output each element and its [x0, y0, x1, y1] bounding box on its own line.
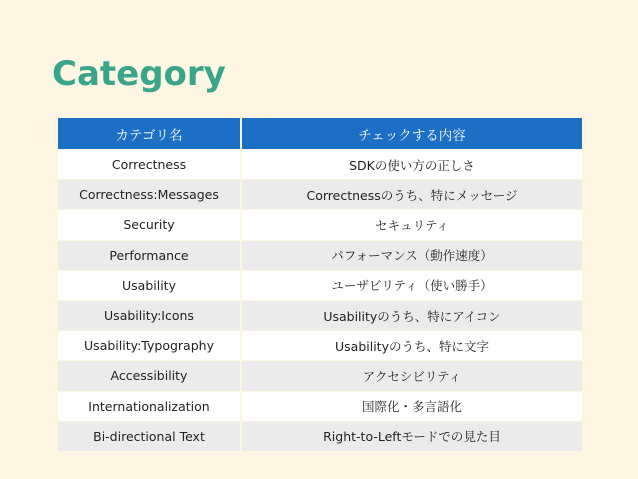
table-header-row — [58, 118, 582, 150]
category-cell: Usability:Icons — [58, 300, 241, 330]
category-cell: Correctness — [58, 150, 241, 180]
description-cell: パフォーマンス（動作速度） — [241, 240, 582, 270]
description-cell: 国際化・多言語化 — [241, 391, 582, 421]
header-check-content: チェックする内容 — [241, 118, 582, 150]
category-cell: Usability — [58, 270, 241, 300]
table-row — [58, 240, 582, 270]
category-cell: Correctness:Messages — [58, 180, 241, 210]
description-cell: Usabilityのうち、特にアイコン — [241, 300, 582, 330]
category-cell: Security — [58, 210, 241, 240]
description-cell: Usabilityのうち、特に文字 — [241, 331, 582, 361]
category-cell: Internationalization — [58, 391, 241, 421]
slide-title: Category — [52, 54, 226, 94]
description-cell: SDKの使い方の正しさ — [241, 150, 582, 180]
table-row — [58, 421, 582, 451]
table-row — [58, 210, 582, 240]
category-cell: Performance — [58, 240, 241, 270]
table-row — [58, 150, 582, 180]
category-cell: Bi-directional Text — [58, 421, 241, 451]
description-cell: Correctnessのうち、特にメッセージ — [241, 180, 582, 210]
category-cell: Accessibility — [58, 361, 241, 391]
description-cell: ユーザビリティ（使い勝手） — [241, 270, 582, 300]
table-row — [58, 331, 582, 361]
table-row — [58, 180, 582, 210]
description-cell: セキュリティ — [241, 210, 582, 240]
category-table — [58, 118, 582, 451]
table-row — [58, 391, 582, 421]
table-row — [58, 300, 582, 330]
description-cell: アクセシビリティ — [241, 361, 582, 391]
description-cell: Right-to-Leftモードでの見た目 — [241, 421, 582, 451]
category-cell: Usability:Typography — [58, 331, 241, 361]
table-row — [58, 270, 582, 300]
header-category-name: カテゴリ名 — [58, 118, 241, 150]
table-row — [58, 361, 582, 391]
